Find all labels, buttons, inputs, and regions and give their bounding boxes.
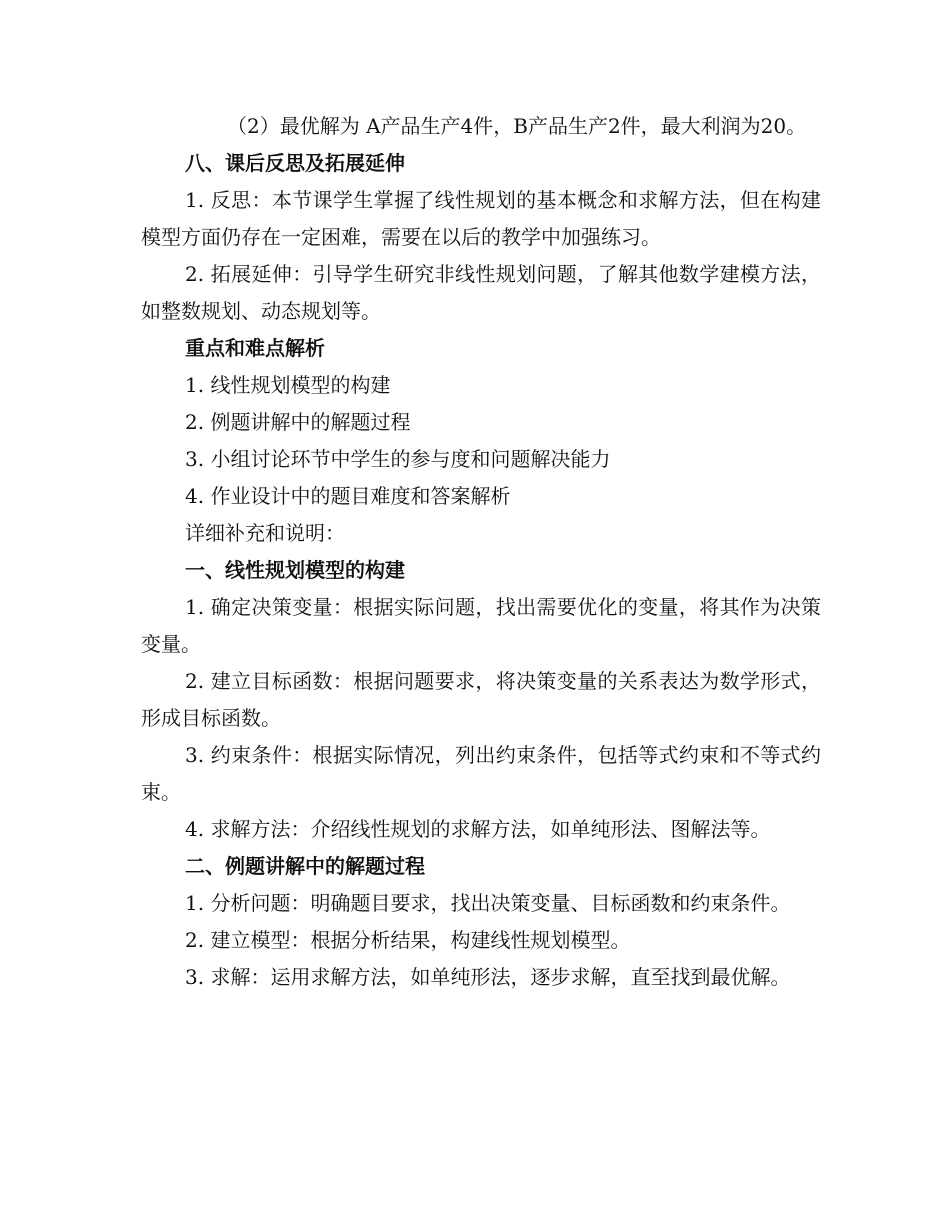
key-point-3: 3. 小组讨论环节中学生的参与度和问题解决能力 — [185, 447, 611, 471]
solving-step-3: 3. 求解：运用求解方法，如单纯形法，逐步求解，直至找到最优解。 — [185, 965, 791, 989]
model-step-4: 4. 求解方法：介绍线性规划的求解方法，如单纯形法、图解法等。 — [185, 817, 771, 841]
section-heading-model-building: 一、线性规划模型的构建 — [185, 558, 405, 582]
supplement-intro: 详细补充和说明： — [185, 521, 345, 545]
document-page — [141, 108, 821, 996]
section-heading-reflection: 八、课后反思及拓展延伸 — [185, 151, 405, 175]
solving-step-1: 1. 分析问题：明确题目要求，找出决策变量、目标函数和约束条件。 — [185, 891, 791, 915]
solution-answer: （2）最优解为 A产品生产4件，B产品生产2件，最大利润为20。 — [227, 114, 807, 138]
section-heading-key-points: 重点和难点解析 — [185, 336, 325, 360]
reflection-item-2: 2. 拓展延伸：引导学生研究非线性规划问题，了解其他数学建模方法，如整数规划、动态规划等。 — [141, 262, 821, 323]
section-heading-solving-process: 二、例题讲解中的解题过程 — [185, 854, 425, 878]
key-point-4: 4. 作业设计中的题目难度和答案解析 — [185, 484, 511, 508]
model-step-1: 1. 确定决策变量：根据实际问题，找出需要优化的变量，将其作为决策变量。 — [141, 595, 821, 656]
solving-step-2: 2. 建立模型：根据分析结果，构建线性规划模型。 — [185, 928, 631, 952]
model-step-3: 3. 约束条件：根据实际情况，列出约束条件，包括等式约束和不等式约束。 — [141, 743, 821, 804]
key-point-1: 1. 线性规划模型的构建 — [185, 373, 391, 397]
reflection-item-1: 1. 反思：本节课学生掌握了线性规划的基本概念和求解方法，但在构建模型方面仍存在一定困难，需要在以后的教学中加强练习。 — [141, 188, 821, 249]
model-step-2: 2. 建立目标函数：根据问题要求，将决策变量的关系表达为数学形式，形成目标函数。 — [141, 669, 821, 730]
key-point-2: 2. 例题讲解中的解题过程 — [185, 410, 411, 434]
